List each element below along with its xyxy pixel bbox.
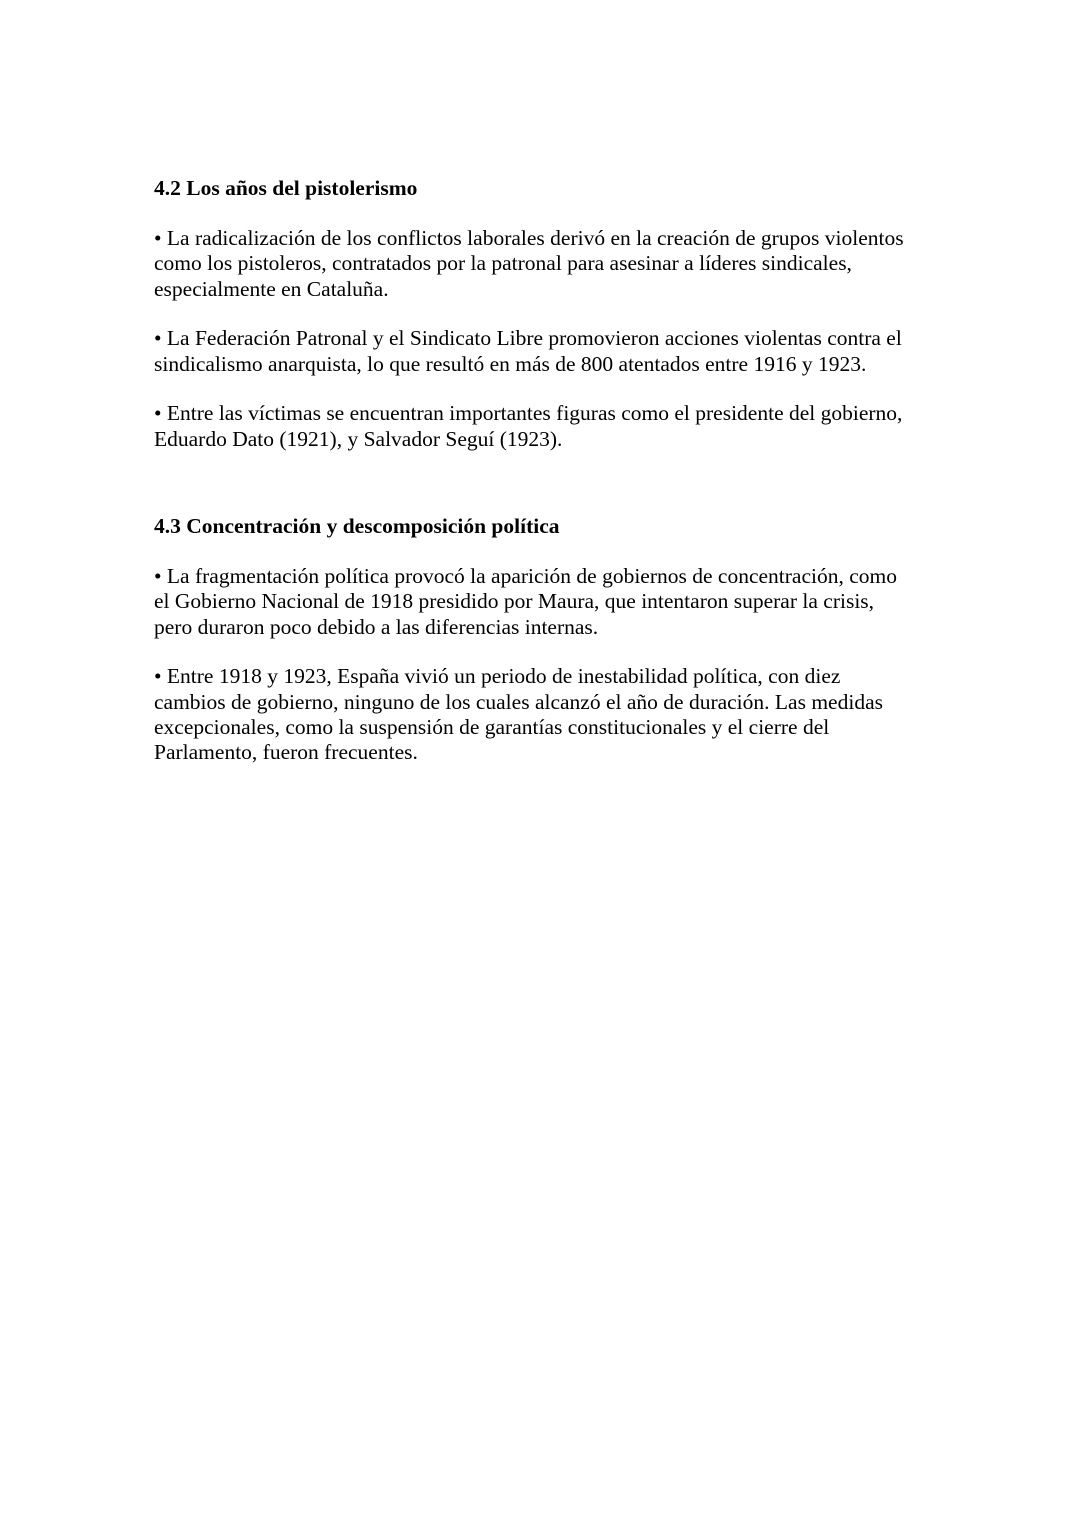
- text-line: • La fragmentación política provocó la aparición de gobiernos de concentración, como: [154, 564, 898, 589]
- paragraph: [154, 401, 934, 452]
- section-concentracion: [154, 514, 934, 766]
- text-line: • La Federación Patronal y el Sindicato Libre promovieron acciones violentas contra el: [154, 326, 902, 351]
- text-line: pero duraron poco debido a las diferencias internas.: [154, 614, 599, 639]
- document-body: [154, 176, 934, 766]
- paragraph: [154, 564, 934, 640]
- paragraph: [154, 326, 934, 377]
- section-title: 4.2 Los años del pistolerismo: [154, 176, 418, 200]
- text-line: especialmente en Cataluña.: [154, 276, 389, 301]
- text-line: Eduardo Dato (1921), y Salvador Seguí (1923).: [154, 426, 563, 451]
- text-line: • La radicalización de los conflictos laborales derivó en la creación de grupos violentos: [154, 226, 904, 250]
- text-line: cambios de gobierno, ninguno de los cuales alcanzó el año de duración. Las medidas: [154, 689, 883, 714]
- paragraph: [154, 664, 934, 765]
- paragraph: [154, 226, 934, 302]
- text-line: como los pistoleros, contratados por la patronal para asesinar a líderes sindicales,: [154, 251, 852, 276]
- text-line: excepcionales, como la suspensión de garantías constitucionales y el cierre del: [154, 715, 830, 740]
- text-line: • Entre 1918 y 1923, España vivió un periodo de inestabilidad política, con diez: [154, 664, 841, 689]
- section-pistolerismo: [154, 176, 934, 452]
- text-line: el Gobierno Nacional de 1918 presidido por Maura, que intentaron superar la crisis,: [154, 589, 875, 614]
- text-line: • Entre las víctimas se encuentran importantes figuras como el presidente del gobierno,: [154, 401, 903, 426]
- section-title: 4.3 Concentración y descomposición política: [154, 514, 560, 539]
- text-line: sindicalismo anarquista, lo que resultó en más de 800 atentados entre 1916 y 1923.: [154, 351, 867, 376]
- text-line: Parlamento, fueron frecuentes.: [154, 740, 418, 765]
